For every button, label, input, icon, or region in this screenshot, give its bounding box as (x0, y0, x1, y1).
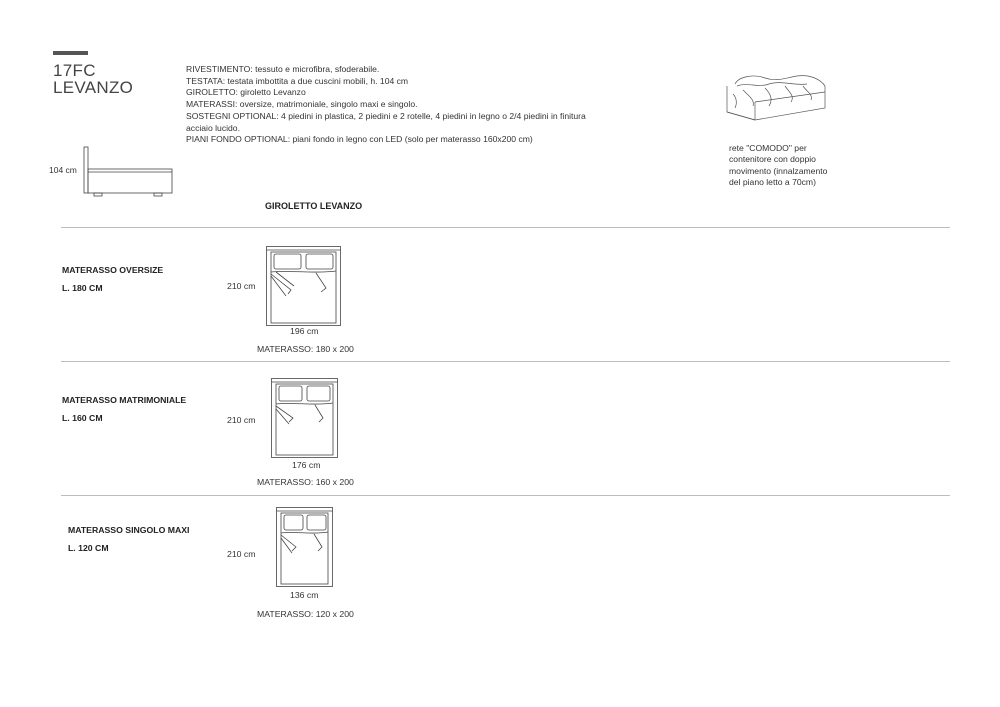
bed-plan-matrimoniale (271, 378, 339, 458)
spec-giroletto: GIROLETTO: giroletto Levanzo (186, 87, 306, 98)
bed-width-label-matrimoniale: 176 cm (292, 460, 321, 470)
accent-bar (53, 51, 88, 55)
divider-top (61, 227, 950, 228)
side-height-label: 104 cm (49, 165, 77, 175)
product-code (53, 62, 133, 96)
side-view-drawing (80, 145, 180, 200)
spec-testata: TESTATA: testata imbottita a due cuscini mobili, h. 104 cm (186, 75, 409, 86)
comodo-line-2: contenitore con doppio (729, 154, 816, 165)
section-width-oversize: L. 180 CM (62, 283, 103, 293)
length-label-singolo-maxi: 210 cm (227, 549, 256, 559)
mattress-label-singolo-maxi: MATERASSO: 120 x 200 (257, 609, 354, 619)
spec-sostegni: SOSTEGNI OPTIONAL: 4 piedini in plastica, 2 piedini e 2 rotelle, 4 piedini in legno o 2/4 piedini in finitura acciaio lucido. (186, 110, 586, 133)
giroletto-title: GIROLETTO LEVANZO (265, 201, 363, 211)
length-label-oversize: 210 cm (227, 281, 256, 291)
section-title-oversize: MATERASSO OVERSIZE (62, 265, 164, 275)
bed-width-label-oversize: 196 cm (290, 326, 319, 336)
product-name: LEVANZO (53, 78, 134, 97)
comodo-description (729, 143, 869, 189)
spec-materassi: MATERASSI: oversize, matrimoniale, singolo maxi e singolo. (186, 99, 418, 110)
section-title-singolo-maxi: MATERASSO SINGOLO MAXI (68, 525, 190, 535)
comodo-line-4: del piano letto a 70cm) (729, 177, 816, 188)
comodo-bed-drawing (725, 72, 835, 127)
length-label-matrimoniale: 210 cm (227, 415, 256, 425)
bed-plan-oversize (266, 246, 342, 326)
comodo-line-1: rete "COMODO" per (729, 143, 807, 153)
comodo-line-3: movimento (innalzamento (729, 165, 828, 176)
section-title-matrimoniale: MATERASSO MATRIMONIALE (62, 395, 187, 405)
section-width-matrimoniale: L. 160 CM (62, 413, 103, 423)
divider-bottom (61, 495, 950, 496)
spec-piani-fondo: PIANI FONDO OPTIONAL: piani fondo in legno con LED (solo per materasso 160x200 cm) (186, 134, 533, 145)
section-width-singolo-maxi: L. 120 CM (68, 543, 109, 553)
bed-plan-singolo-maxi (276, 507, 334, 587)
product-code-number: 17FC (53, 61, 96, 80)
divider-middle (61, 361, 950, 362)
spec-rivestimento: RIVESTIMENTO: tessuto e microfibra, sfoderabile. (186, 64, 380, 74)
bed-width-label-singolo-maxi: 136 cm (290, 590, 319, 600)
mattress-label-matrimoniale: MATERASSO: 160 x 200 (257, 477, 354, 487)
mattress-label-oversize: MATERASSO: 180 x 200 (257, 344, 354, 354)
spec-list (186, 64, 606, 146)
